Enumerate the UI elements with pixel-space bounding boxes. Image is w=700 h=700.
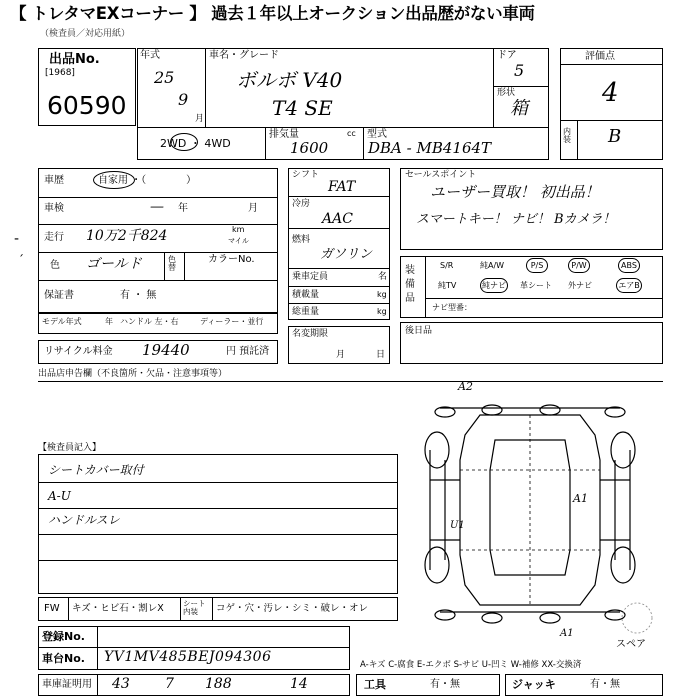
seat-items: コゲ・穴・汚レ・シミ・破レ・オレ xyxy=(216,603,369,614)
wheel-rear-right xyxy=(611,547,635,583)
margin-mark-2: ˊ xyxy=(18,253,24,267)
history-label: 車歴 xyxy=(44,175,64,186)
equipment-genuine-aw: 純A/W xyxy=(480,261,505,270)
car-name: ボルボ V40 xyxy=(236,68,343,92)
wheel-front-right xyxy=(611,432,635,468)
registration-change-month: 月 xyxy=(336,350,346,360)
wheel-rear-left xyxy=(425,547,449,583)
certificate-value-2: 7 xyxy=(165,676,174,692)
inspector-note-1: シートカバー取付 xyxy=(48,463,144,477)
inspection-label: 車検 xyxy=(44,203,64,214)
car-name-label: 車名・グレード xyxy=(209,50,279,61)
sales-points-label: セールスポイント xyxy=(405,170,477,180)
displacement-unit: cc xyxy=(347,129,356,138)
lot-label: 出品No. xyxy=(49,52,100,67)
lot-box xyxy=(38,48,136,126)
equipment-leather-seat: 革シート xyxy=(520,281,552,290)
load-unit: kg xyxy=(377,290,387,299)
sales-points-box xyxy=(400,168,663,250)
year-month-unit: 月 xyxy=(195,114,205,124)
displacement-label: 排気量 xyxy=(269,129,299,140)
color-no-label: カラーNo. xyxy=(208,254,255,265)
fuel-value: ガソリン xyxy=(320,247,373,262)
mileage-label: 走行 xyxy=(44,232,64,243)
certificate-value-1: 43 xyxy=(112,676,130,692)
history-selected-circle xyxy=(93,171,135,189)
damage-mark-a2: A2 xyxy=(458,380,473,393)
equipment-abs: ABS xyxy=(618,258,640,273)
weight-label: 総重量 xyxy=(292,307,320,317)
equipment-sr: S/R xyxy=(440,261,454,270)
shift-label: シフト xyxy=(292,170,320,180)
shape-label: 形状 xyxy=(497,88,516,98)
equipment-airbag: エアB xyxy=(616,278,642,293)
equipment-genuine-tv: 純TV xyxy=(438,281,457,290)
drive-label: 2WD ・ 4WD xyxy=(160,137,231,150)
spare-tire xyxy=(622,603,652,633)
inspection-month-unit: 月 xyxy=(248,203,258,214)
inspection-value: — xyxy=(150,199,164,215)
mileage-unit-km: km xyxy=(232,225,245,234)
registration-no-label: 登録No. xyxy=(42,630,85,643)
model-label: 型式 xyxy=(367,129,387,140)
aircon-value: AAC xyxy=(322,211,353,227)
recycle-unit: 円 預託済 xyxy=(226,346,270,357)
equipment-ps: P/S xyxy=(526,258,548,273)
interior-label: 内装 xyxy=(563,127,571,144)
equipment-genuine-navi: 純ナビ xyxy=(480,278,508,293)
score-label: 評価点 xyxy=(585,51,615,62)
vehicle-damage-diagram xyxy=(400,380,663,640)
glass-items: キズ・ヒビ石・割レX xyxy=(72,603,164,614)
seat-label: シート内装 xyxy=(183,599,206,616)
certificate-value-4: 14 xyxy=(290,676,308,692)
model-year-handle: ハンドル 左・右 xyxy=(120,317,179,326)
year-value: 25 xyxy=(154,68,175,87)
capacity-label: 乗車定員 xyxy=(292,272,329,282)
interior-value: B xyxy=(608,126,622,147)
year-month: 9 xyxy=(178,90,189,109)
margin-mark: ‐ xyxy=(14,231,20,247)
shape-value: 箱 xyxy=(510,98,528,119)
color-label: 色 xyxy=(50,260,60,271)
weight-unit: kg xyxy=(377,307,387,316)
tools-options: 有・無 xyxy=(430,679,460,690)
model-year-dealer: ディーラー・並行 xyxy=(200,317,264,326)
certificate-value-3: 188 xyxy=(205,676,232,692)
chassis-value: YV1MV485BEJ094306 xyxy=(104,649,272,665)
wheel-front-left xyxy=(425,432,449,468)
inspector-note-2: A-U xyxy=(48,489,71,503)
sales-points-line1: ユーザー買取！ 初出品！ xyxy=(430,183,600,201)
inspection-year-unit: 年 xyxy=(178,203,188,214)
year-label: 年式 xyxy=(140,50,160,61)
drive-selected-circle xyxy=(170,133,198,151)
shift-value: FAT xyxy=(328,179,356,195)
retrofit-label: 後日品 xyxy=(405,326,433,336)
inspector-label: 【検査員記入】 xyxy=(38,443,102,453)
retrofit-box xyxy=(400,322,663,364)
page-title: 【 トレタマEXコーナー 】 過去１年以上オークション出品歴がない車両 xyxy=(10,4,535,23)
damage-mark-a1-rear: A1 xyxy=(560,628,574,639)
model-year-unit: 年 xyxy=(105,317,113,326)
damage-mark-u1: U1 xyxy=(450,520,465,531)
recycle-label: リサイクル料金 xyxy=(44,346,113,357)
doors-value: 5 xyxy=(514,61,525,80)
lot-sub-number: [1968] xyxy=(45,68,75,78)
equipment-pw: P/W xyxy=(568,258,590,273)
displacement-value: 1600 xyxy=(290,139,329,157)
car-grade: T4 SE xyxy=(272,96,333,120)
doors-label: ドア xyxy=(497,50,517,61)
lot-number: 60590 xyxy=(47,91,127,120)
warranty-label: 保証書 xyxy=(44,290,74,301)
color-change-label: 色替 xyxy=(168,255,176,272)
mileage-value: 10万2千824 xyxy=(86,228,168,244)
model-year-label: モデル年式 xyxy=(42,317,82,326)
capacity-unit: 名 xyxy=(378,272,388,282)
registration-change-label: 名変期限 xyxy=(292,329,329,339)
load-label: 積載量 xyxy=(292,290,320,300)
fuel-label: 燃料 xyxy=(292,235,311,245)
score-value: 4 xyxy=(602,78,619,108)
model-value: DBA - MB4164T xyxy=(368,139,492,157)
jack-options: 有・無 xyxy=(590,679,620,690)
tools-label: 工具 xyxy=(364,678,386,691)
damage-legend: A-キズ C-腐食 E-エクボ S-サビ U-凹ミ W-補修 XX-交換済 xyxy=(360,660,582,670)
equipment-navi-model: ナビ型番： xyxy=(432,303,472,312)
spare-label: スペア xyxy=(616,639,646,650)
warranty-options: 有 ・ 無 xyxy=(120,290,157,301)
registration-change-day: 日 xyxy=(376,350,386,360)
mileage-unit-mile: マイル xyxy=(228,237,249,245)
recycle-value: 19440 xyxy=(142,341,190,359)
top-note: （検査員／対応用紙） xyxy=(40,29,131,39)
car-body-outline xyxy=(460,415,600,605)
damage-mark-a1-right: A1 xyxy=(573,492,588,505)
certificate-label: 車庫証明用 xyxy=(42,679,92,690)
history-options: 自家用 ・（ ） xyxy=(98,175,197,186)
aircon-label: 冷房 xyxy=(292,199,311,209)
chassis-label: 車台No. xyxy=(42,652,85,665)
equipment-label: 装備品 xyxy=(405,265,415,304)
sales-points-line2: スマートキー！ ナビ！ Bカメラ！ xyxy=(416,212,616,227)
inspector-note-3: ハンドルスレ xyxy=(48,513,120,527)
equipment-external-navi: 外ナビ xyxy=(568,281,592,290)
jack-label: ジャッキ xyxy=(512,678,556,691)
color-value: ゴールド xyxy=(86,256,142,272)
glass-label: FW xyxy=(44,603,60,614)
seller-notes-label: 出品店申告欄（不良箇所・欠品・注意事項等） xyxy=(38,369,228,379)
